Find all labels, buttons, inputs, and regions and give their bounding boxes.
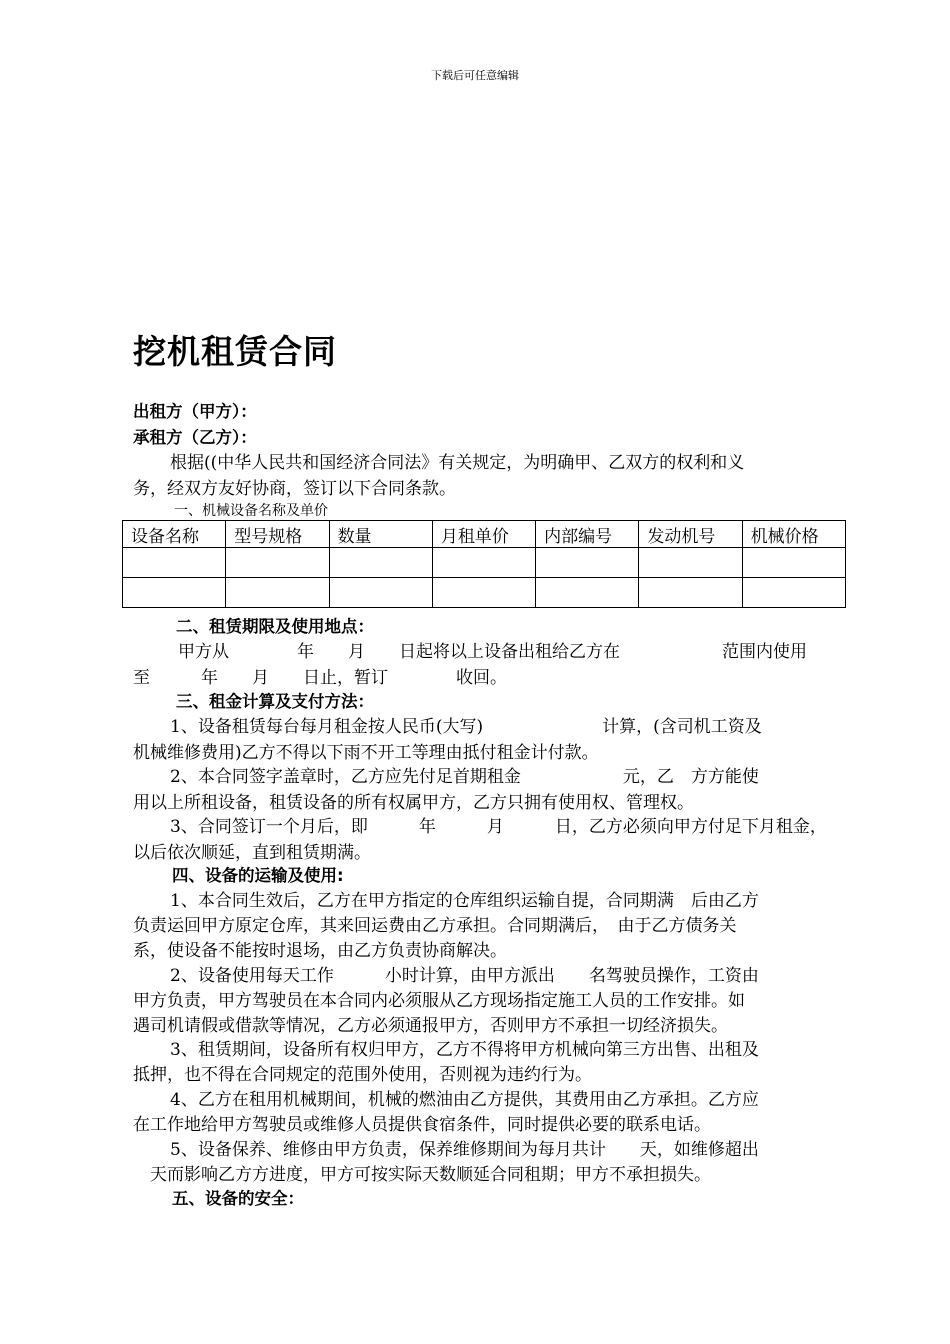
section1-title: 一、机械设备名称及单价 (174, 503, 328, 519)
section4-line: 2、设备使用每天工作 小时计算，由甲方派出 名驾驶员操作，工资由 (170, 966, 759, 986)
column-header: 设备名称 (123, 521, 226, 548)
table-cell (742, 548, 845, 578)
section2-line: 甲方从 年 月 日起将以上设备出租给乙方在 范围内使用 (178, 642, 807, 662)
column-header: 发动机号 (639, 521, 742, 548)
table-cell (536, 578, 639, 608)
table-cell (226, 548, 329, 578)
column-header: 型号规格 (226, 521, 329, 548)
section4-line: 在工作地给甲方驾驶员或维修人员提供食宿条件，同时提供必要的联系电话。 (133, 1115, 711, 1135)
column-header: 数量 (329, 521, 432, 548)
column-header: 内部编号 (536, 521, 639, 548)
section4-line: 甲方负责，甲方驾驶员在本合同内必须服从乙方现场指定施工人员的工作安排。如 (133, 991, 745, 1011)
section3-line: 以后依次顺延，直到租赁期满。 (133, 843, 371, 863)
table-cell (432, 548, 535, 578)
table-cell (123, 548, 226, 578)
section4-line: 负责运回甲方原定仓库，其来回运费由乙方承担。合同期满后， 由于乙方债务关 (133, 916, 737, 936)
table-cell (329, 548, 432, 578)
equipment-table (122, 520, 846, 608)
section5-title: 五、设备的安全： (172, 1189, 304, 1208)
section2-title: 二、租赁期限及使用地点： (176, 617, 374, 636)
header-note: 下载后可任意编辑 (431, 69, 519, 82)
section4-line: 遇司机请假或借款等情况，乙方必须通报甲方，否则甲方不承担一切经济损失。 (133, 1016, 728, 1036)
section4-line: 抵押，也不得在合同规定的范围外使用，否则视为违约行为。 (133, 1065, 592, 1085)
section3-line: 1、设备租赁每台每月租金按人民币(大写) 计算，(含司机工资及 (170, 717, 762, 737)
table-header-row (123, 521, 846, 548)
table-cell (639, 578, 742, 608)
table-cell (226, 578, 329, 608)
lessee-label: 承租方（乙方）： (133, 428, 257, 447)
table-row (123, 578, 846, 608)
preamble-line: 根据((中华人民共和国经济合同法》有关规定，为明确甲、乙双方的权利和义 (170, 453, 745, 473)
section3-title: 三、租金计算及支付方法： (176, 692, 374, 711)
section4-line: 天而影响乙方方进度，甲方可按实际天数顺延合同租期；甲方不承担损失。 (150, 1165, 711, 1185)
column-header: 机械价格 (742, 521, 845, 548)
table-cell (123, 578, 226, 608)
section4-line: 4、乙方在租用机械期间，机械的燃油由乙方提供，其费用由乙方承担。乙方应 (170, 1090, 759, 1110)
table-cell (432, 578, 535, 608)
table-cell (329, 578, 432, 608)
section4-line: 1、本合同生效后，乙方在甲方指定的仓库组织运输自提，合同期满 后由乙方 (170, 891, 759, 911)
section4-line: 3、租赁期间，设备所有权归甲方，乙方不得将甲方机械向第三方出售、出租及 (170, 1040, 759, 1060)
section4-line: 5、设备保养、维修由甲方负责，保养维修期间为每月共计 天，如维修超出 (170, 1140, 759, 1160)
section3-line: 机械维修费用)乙方不得以下雨不开工等理由抵付租金计付款。 (133, 743, 599, 763)
section4-line: 系，使设备不能按时退场，由乙方负责协商解决。 (133, 941, 507, 961)
section3-line: 3、合同签订一个月后，即 年 月 日，乙方必须向甲方付足下月租金， (170, 817, 827, 837)
section4-title: 四、设备的运输及使用: (172, 866, 344, 885)
preamble-line: 务，经双方友好协商，签订以下合同条款。 (133, 479, 456, 499)
lessor-label: 出租方（甲方）： (133, 402, 257, 421)
table-cell (639, 548, 742, 578)
table-cell (742, 578, 845, 608)
page-title: 挖机租赁合同 (133, 332, 337, 371)
table-cell (536, 548, 639, 578)
section2-line: 至 年 月 日止，暂订 收回。 (133, 668, 507, 688)
section3-line: 2、本合同签字盖章时，乙方应先付足首期租金 元，乙 方方能使 (170, 767, 759, 787)
column-header: 月租单价 (432, 521, 535, 548)
section3-line: 用以上所租设备，租赁设备的所有权属甲方，乙方只拥有使用权、管理权。 (133, 793, 694, 813)
table-row (123, 548, 846, 578)
